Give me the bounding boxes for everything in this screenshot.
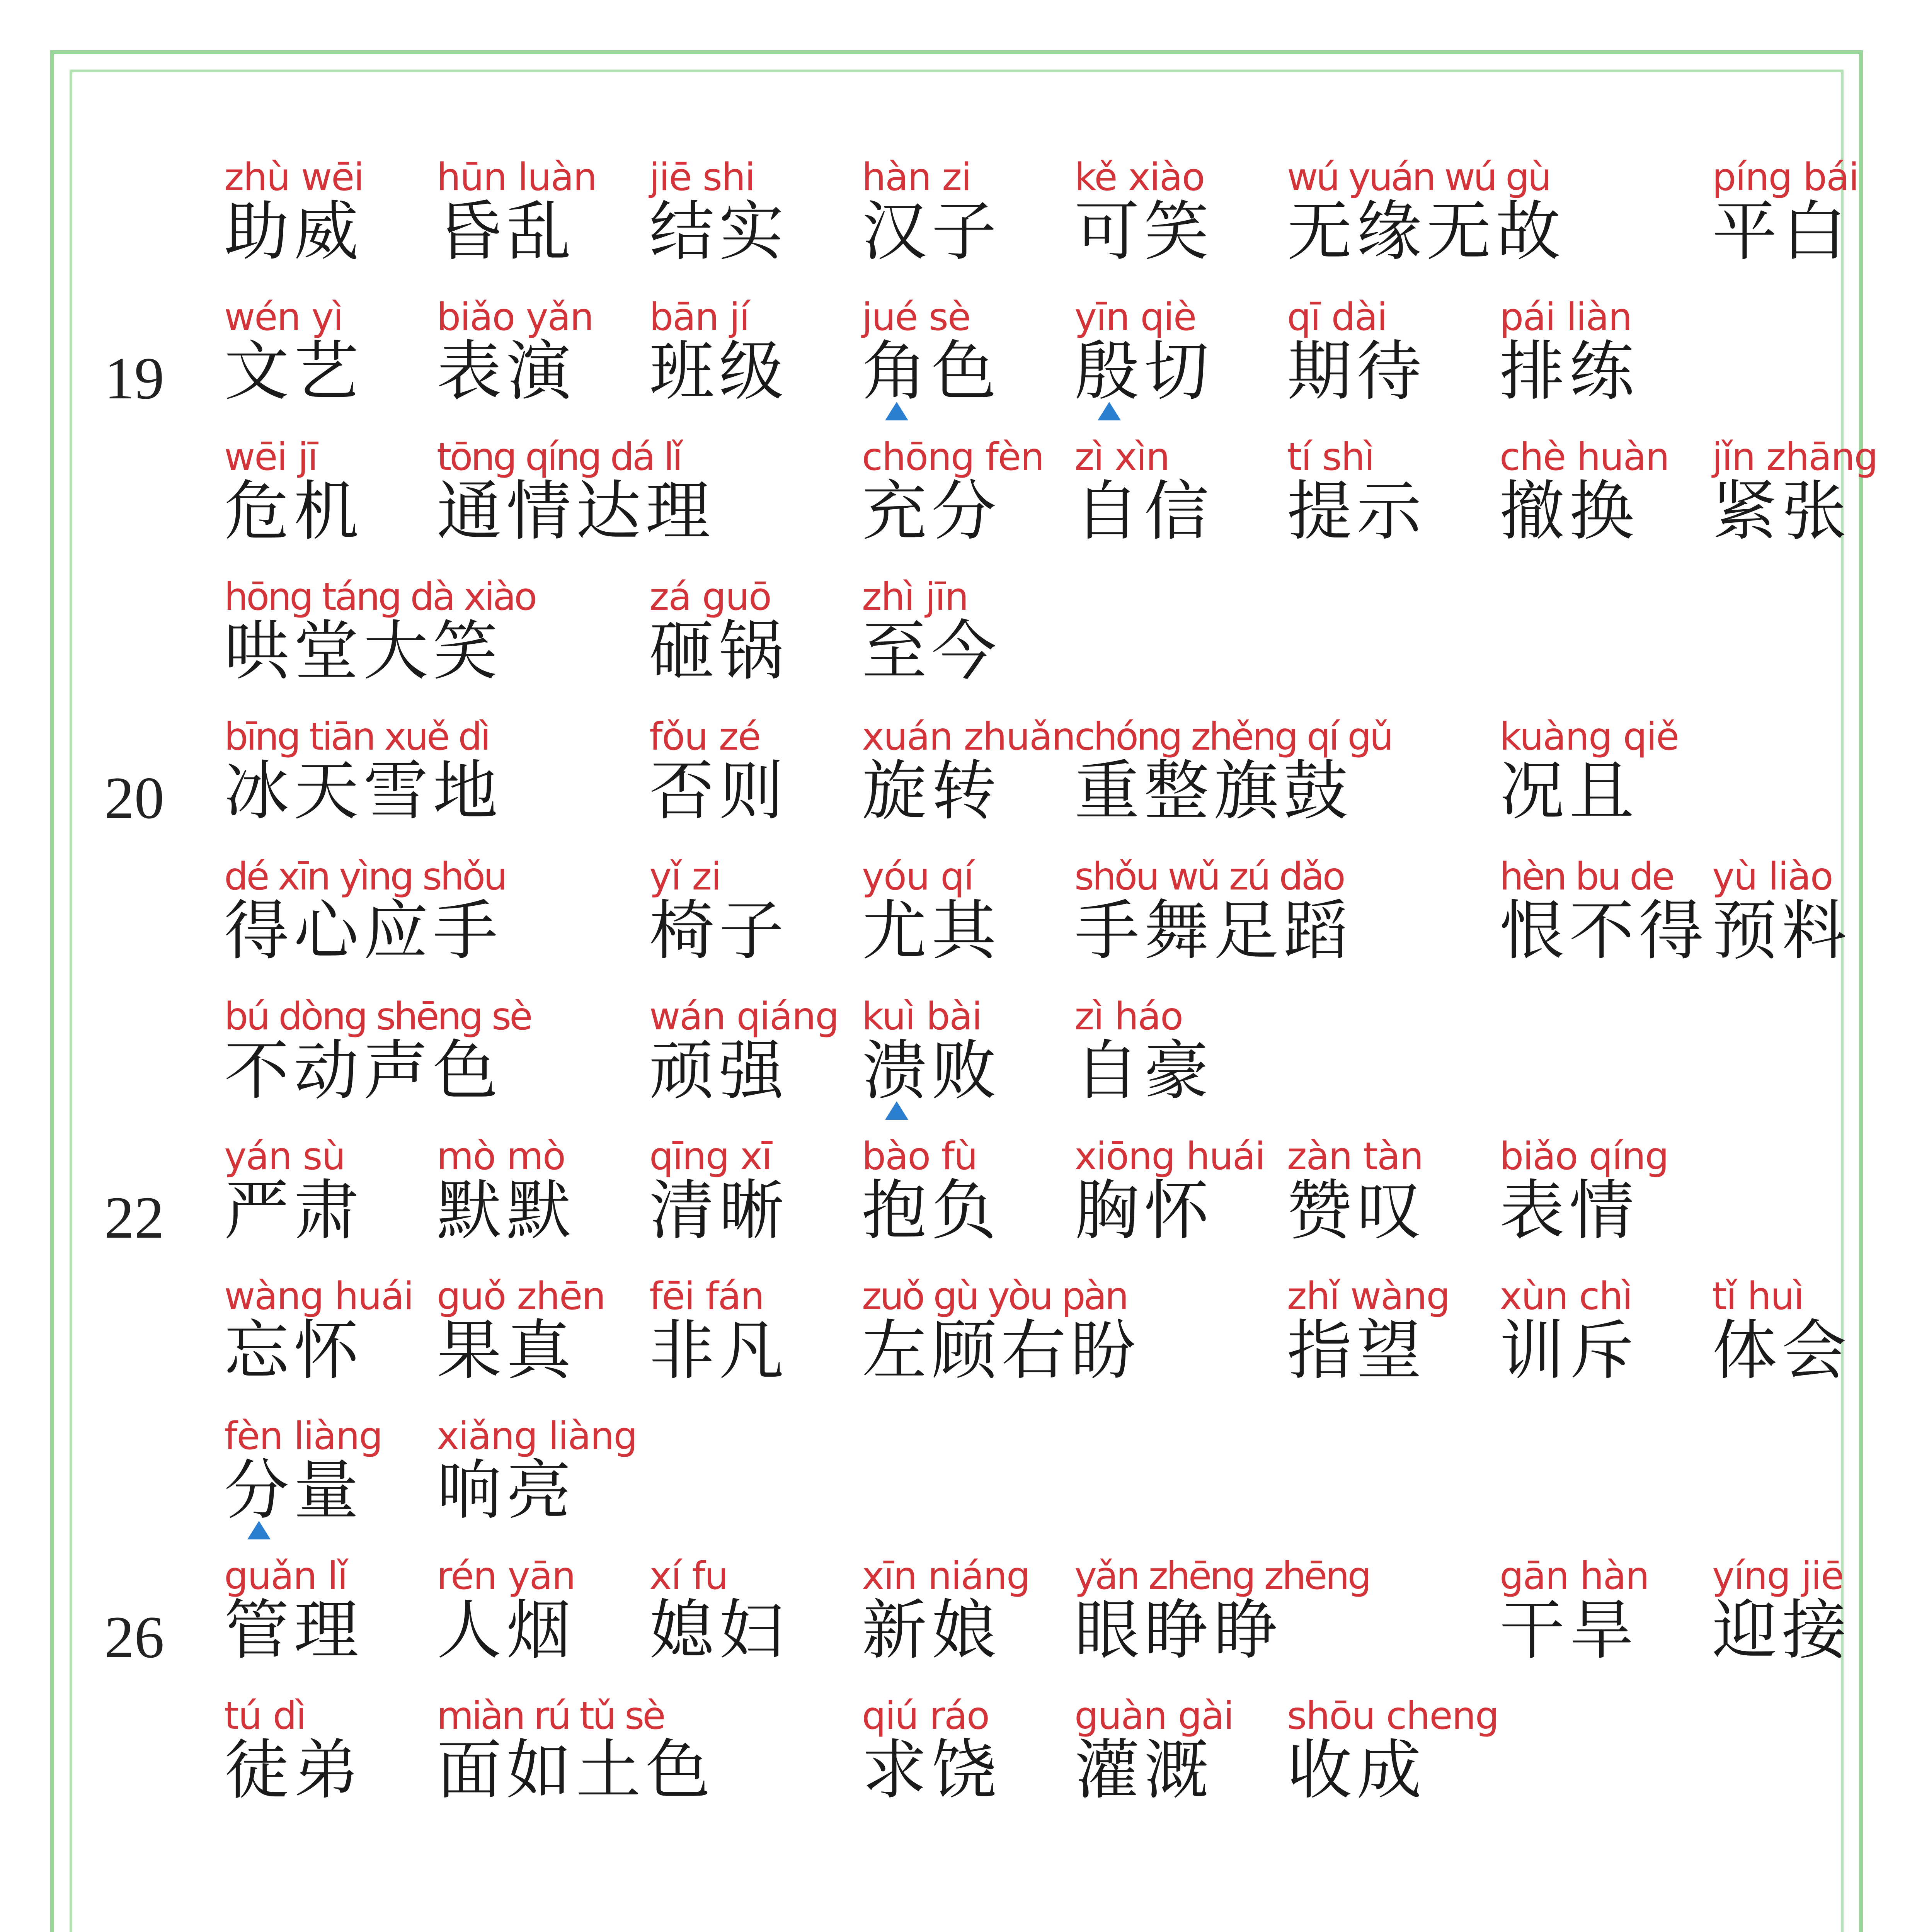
hanzi-word: 胸怀 — [1074, 1173, 1214, 1248]
pinyin-label: tí shì — [1287, 435, 1374, 479]
hanzi-word: 不动声色 — [224, 1033, 502, 1109]
hanzi-word: 汉子 — [862, 194, 1001, 269]
pinyin-label: shōu cheng — [1287, 1694, 1498, 1738]
hanzi-word: 通情达理 — [437, 473, 715, 549]
pinyin-label: kě xiào — [1074, 155, 1204, 199]
pinyin-label: xīn niáng — [862, 1554, 1030, 1598]
hanzi-word: 分量 — [224, 1452, 363, 1528]
hanzi-word: 指望 — [1287, 1313, 1426, 1388]
pinyin-label: zhù wēi — [224, 155, 364, 199]
pinyin-label: fǒu zé — [649, 715, 761, 759]
hanzi-word: 徒弟 — [224, 1732, 363, 1808]
pinyin-label: jué sè — [862, 295, 970, 339]
hanzi-word: 左顾右盼 — [862, 1313, 1140, 1388]
hanzi-word: 人烟 — [437, 1592, 576, 1668]
hanzi-word: 非凡 — [649, 1313, 788, 1388]
hanzi-word: 哄堂大笑 — [224, 613, 502, 689]
pinyin-label: yíng jiē — [1712, 1554, 1844, 1598]
pinyin-label: guàn gài — [1074, 1694, 1234, 1738]
polyphone-marker-icon — [1098, 402, 1121, 420]
hanzi-word: 殷切 — [1074, 333, 1214, 409]
pinyin-label: píng bái — [1712, 155, 1859, 199]
vocab-row — [0, 995, 1917, 1114]
vocab-row — [0, 855, 1917, 974]
hanzi-word: 文艺 — [224, 333, 363, 409]
hanzi-word: 果真 — [437, 1313, 576, 1388]
pinyin-label: kuàng qiě — [1500, 715, 1679, 759]
vocab-row — [0, 575, 1917, 694]
pinyin-label: zì háo — [1074, 995, 1183, 1039]
hanzi-word: 体会 — [1712, 1313, 1851, 1388]
hanzi-word: 提示 — [1287, 473, 1426, 549]
pinyin-label: chōng fèn — [862, 435, 1044, 479]
pinyin-label: bān jí — [649, 295, 749, 339]
hanzi-word: 角色 — [862, 333, 1001, 409]
hanzi-word: 危机 — [224, 473, 363, 549]
polyphone-marker-icon — [247, 1521, 271, 1539]
vocab-row — [0, 1414, 1917, 1533]
hanzi-word: 管理 — [224, 1592, 363, 1668]
hanzi-word: 排练 — [1500, 333, 1639, 409]
pinyin-label: wàng huái — [224, 1274, 414, 1318]
hanzi-word: 可笑 — [1074, 194, 1214, 269]
pinyin-label: xuán zhuǎn — [862, 715, 1075, 759]
pinyin-label: hàn zi — [862, 155, 971, 199]
pinyin-label: jiē shi — [649, 155, 755, 199]
hanzi-word: 新娘 — [862, 1592, 1001, 1668]
pinyin-label: kuì bài — [862, 995, 982, 1039]
hanzi-word: 旋转 — [862, 753, 1001, 829]
hanzi-word: 顽强 — [649, 1033, 788, 1109]
hanzi-word: 结实 — [649, 194, 788, 269]
pinyin-label: wēi jī — [224, 435, 318, 479]
hanzi-word: 得心应手 — [224, 893, 502, 969]
pinyin-label: wén yì — [224, 295, 343, 339]
pinyin-label: bào fù — [862, 1134, 977, 1179]
pinyin-label: chè huàn — [1500, 435, 1669, 479]
pinyin-label: pái liàn — [1500, 295, 1632, 339]
pinyin-label: yù liào — [1712, 855, 1833, 899]
pinyin-label: yǎn zhēng zhēng — [1074, 1554, 1370, 1598]
hanzi-word: 响亮 — [437, 1452, 576, 1528]
hanzi-word: 迎接 — [1712, 1592, 1851, 1668]
lesson-number: 20 — [104, 765, 164, 831]
vocab-row — [0, 1554, 1917, 1673]
pinyin-label: bú dòng shēng sè — [224, 995, 531, 1039]
pinyin-label: zuǒ gù yòu pàn — [862, 1274, 1127, 1318]
hanzi-word: 紧张 — [1712, 473, 1851, 549]
pinyin-label: zàn tàn — [1287, 1134, 1423, 1179]
hanzi-word: 求饶 — [862, 1732, 1001, 1808]
hanzi-word: 尤其 — [862, 893, 1001, 969]
hanzi-word: 砸锅 — [649, 613, 788, 689]
hanzi-word: 期待 — [1287, 333, 1426, 409]
hanzi-word: 冰天雪地 — [224, 753, 502, 829]
pinyin-label: zì xìn — [1074, 435, 1170, 479]
pinyin-label: zá guō — [649, 575, 771, 619]
pinyin-label: yóu qí — [862, 855, 974, 899]
hanzi-word: 助威 — [224, 194, 363, 269]
hanzi-word: 表演 — [437, 333, 576, 409]
pinyin-label: fèn liàng — [224, 1414, 382, 1458]
pinyin-label: zhì jīn — [862, 575, 968, 619]
hanzi-word: 赞叹 — [1287, 1173, 1426, 1248]
hanzi-word: 表情 — [1500, 1173, 1639, 1248]
hanzi-word: 严肃 — [224, 1173, 363, 1248]
hanzi-word: 充分 — [862, 473, 1001, 549]
hanzi-word: 椅子 — [649, 893, 788, 969]
pinyin-label: shǒu wǔ zú dǎo — [1074, 855, 1344, 899]
polyphone-marker-icon — [885, 402, 908, 420]
lesson-number: 19 — [104, 345, 164, 412]
pinyin-label: hèn bu de — [1500, 855, 1673, 899]
pinyin-label: yīn qiè — [1074, 295, 1196, 339]
hanzi-word: 自信 — [1074, 473, 1214, 549]
pinyin-label: xiōng huái — [1074, 1134, 1265, 1179]
hanzi-word: 平白 — [1712, 194, 1851, 269]
pinyin-label: hūn luàn — [437, 155, 596, 199]
pinyin-label: xùn chì — [1500, 1274, 1632, 1318]
polyphone-marker-icon — [885, 1101, 908, 1120]
hanzi-word: 清晰 — [649, 1173, 788, 1248]
hanzi-word: 昏乱 — [437, 194, 576, 269]
pinyin-label: fēi fán — [649, 1274, 764, 1318]
pinyin-label: mò mò — [437, 1134, 565, 1179]
hanzi-word: 撤换 — [1500, 473, 1639, 549]
lesson-number: 22 — [104, 1184, 164, 1251]
pinyin-label: qiú ráo — [862, 1694, 989, 1738]
pinyin-label: gān hàn — [1500, 1554, 1649, 1598]
vocab-row — [0, 1694, 1917, 1813]
hanzi-word: 手舞足蹈 — [1074, 893, 1353, 969]
pinyin-label: wú yuán wú gù — [1287, 155, 1550, 199]
pinyin-label: biǎo qíng — [1500, 1134, 1668, 1179]
hanzi-word: 自豪 — [1074, 1033, 1214, 1109]
hanzi-word: 媳妇 — [649, 1592, 788, 1668]
pinyin-label: hōng táng dà xiào — [224, 575, 536, 619]
pinyin-label: xí fu — [649, 1554, 728, 1598]
hanzi-word: 恨不得 — [1500, 893, 1708, 969]
pinyin-label: yán sù — [224, 1134, 345, 1179]
pinyin-label: tú dì — [224, 1694, 306, 1738]
pinyin-label: zhǐ wàng — [1287, 1274, 1450, 1318]
hanzi-word: 干旱 — [1500, 1592, 1639, 1668]
hanzi-word: 况且 — [1500, 753, 1639, 829]
vocab-row — [0, 155, 1917, 274]
pinyin-label: jǐn zhāng — [1712, 435, 1878, 479]
pinyin-label: biǎo yǎn — [437, 295, 593, 339]
hanzi-word: 班级 — [649, 333, 788, 409]
pinyin-label: wán qiáng — [649, 995, 839, 1039]
pinyin-label: tōng qíng dá lǐ — [437, 435, 681, 479]
pinyin-label: qī dài — [1287, 295, 1387, 339]
pinyin-label: guǒ zhēn — [437, 1274, 605, 1318]
hanzi-word: 抱负 — [862, 1173, 1001, 1248]
vocab-row — [0, 1274, 1917, 1393]
vocab-row — [0, 295, 1917, 414]
pinyin-label: guǎn lǐ — [224, 1554, 347, 1598]
hanzi-word: 重整旗鼓 — [1074, 753, 1353, 829]
pinyin-label: miàn rú tǔ sè — [437, 1694, 664, 1738]
pinyin-label: yǐ zi — [649, 855, 721, 899]
hanzi-word: 溃败 — [862, 1033, 1001, 1109]
vocab-row — [0, 715, 1917, 834]
pinyin-label: dé xīn yìng shǒu — [224, 855, 506, 899]
pinyin-label: bīng tiān xuě dì — [224, 715, 489, 759]
pinyin-label: chóng zhěng qí gǔ — [1074, 715, 1392, 759]
pinyin-label: xiǎng liàng — [437, 1414, 637, 1458]
pinyin-label: tǐ huì — [1712, 1274, 1804, 1318]
pinyin-label: rén yān — [437, 1554, 575, 1598]
hanzi-word: 训斥 — [1500, 1313, 1639, 1388]
pinyin-label: qīng xī — [649, 1134, 772, 1179]
hanzi-word: 面如土色 — [437, 1732, 715, 1808]
hanzi-word: 灌溉 — [1074, 1732, 1214, 1808]
hanzi-word: 忘怀 — [224, 1313, 363, 1388]
lesson-number: 26 — [104, 1604, 164, 1670]
hanzi-word: 至今 — [862, 613, 1001, 689]
hanzi-word: 眼睁睁 — [1074, 1592, 1283, 1668]
vocab-row — [0, 435, 1917, 554]
vocab-row — [0, 1134, 1917, 1253]
hanzi-word: 默默 — [437, 1173, 576, 1248]
hanzi-word: 否则 — [649, 753, 788, 829]
hanzi-word: 无缘无故 — [1287, 194, 1565, 269]
hanzi-word: 预料 — [1712, 893, 1851, 969]
hanzi-word: 收成 — [1287, 1732, 1426, 1808]
